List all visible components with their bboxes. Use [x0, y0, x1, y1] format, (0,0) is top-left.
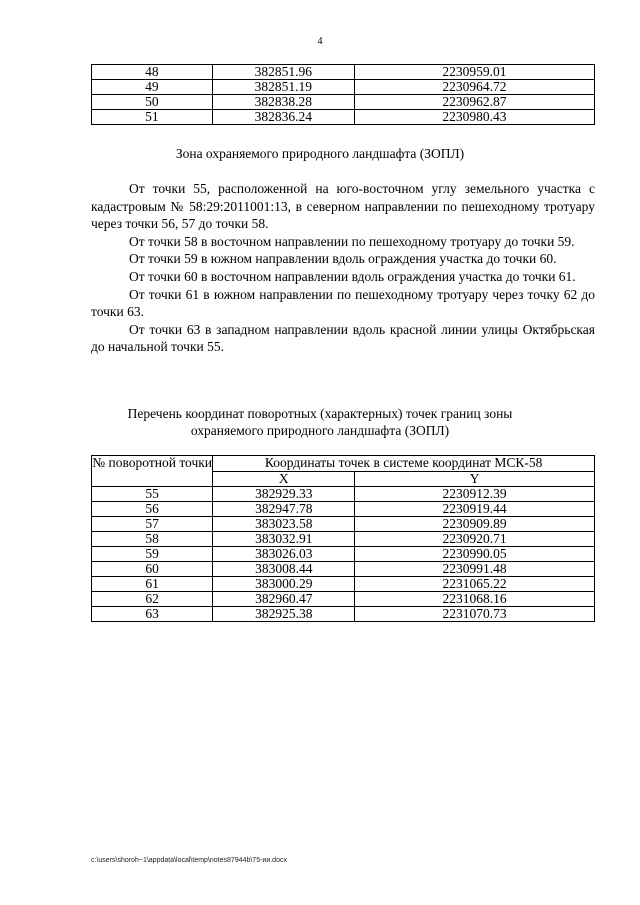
table-row — [92, 562, 595, 577]
point-number-cell: 62 — [92, 592, 213, 607]
paragraph: От точки 63 в западном направлении вдоль красной линии улицы Октябрьская до начальной точки 55. — [91, 321, 595, 355]
y-coordinate-cell: 2230991.48 — [355, 562, 595, 577]
table-header-row — [92, 456, 595, 472]
top-coordinates-table — [91, 64, 595, 125]
table-row — [92, 607, 595, 622]
table-row — [92, 577, 595, 592]
point-number-cell: 59 — [92, 547, 213, 562]
paragraph: От точки 55, расположенной на юго-восточном углу земельного участка с кадастровым № 58:29:2011001:13, в северном направлении по пешеходному тротуару через точки 56, 57 до точки 58. — [91, 181, 595, 232]
x-coordinate-cell: 382960.47 — [213, 592, 355, 607]
paragraph: От точки 59 в южном направлении вдоль ограждения участка до точки 60. — [129, 251, 557, 267]
table-row — [92, 592, 595, 607]
table-row — [92, 110, 595, 125]
footer-file-path: c:\users\shoroh~1\appdata\local\temp\notes87944b\75-ии.docx — [91, 857, 287, 864]
y-coordinate-cell: 2230909.89 — [355, 517, 595, 532]
coordinates-list-title — [0, 405, 640, 439]
y-coordinate-cell: 2230919.44 — [355, 502, 595, 517]
paragraph: От точки 61 в южном направлении по пешеходному тротуару через точку 62 до точки 63. — [91, 286, 595, 320]
coordinates-system-header: Координаты точек в системе координат МСК-58 — [213, 456, 595, 472]
point-number-cell: 58 — [92, 532, 213, 547]
table-row — [92, 65, 595, 80]
paragraph: От точки 60 в восточном направлении вдоль ограждения участка до точки 61. — [129, 268, 576, 284]
x-coordinate-cell: 382929.33 — [213, 487, 355, 502]
point-number-cell: 55 — [92, 487, 213, 502]
y-coordinate-cell: 2230920.71 — [355, 532, 595, 547]
page-number: 4 — [317, 36, 323, 47]
point-number-header: № поворотной точки — [92, 456, 213, 487]
x-coordinate-cell: 382838.28 — [212, 95, 354, 110]
table-row — [92, 547, 595, 562]
list-title-line: Перечень координат поворотных (характерных) точек границ зоны — [127, 406, 513, 421]
y-coordinate-cell: 2230980.43 — [354, 110, 594, 125]
x-coordinate-cell: 382925.38 — [213, 607, 355, 622]
table-row — [92, 502, 595, 517]
table-row — [92, 95, 595, 110]
x-coordinate-cell: 383032.91 — [213, 532, 355, 547]
x-coordinate-cell: 383026.03 — [213, 547, 355, 562]
y-header: Y — [355, 471, 595, 487]
point-number-cell: 60 — [92, 562, 213, 577]
point-number-cell: 63 — [92, 607, 213, 622]
point-number-cell: 61 — [92, 577, 213, 592]
y-coordinate-cell: 2231068.16 — [355, 592, 595, 607]
x-coordinate-cell: 382836.24 — [212, 110, 354, 125]
point-number-cell: 50 — [92, 95, 213, 110]
table-row — [92, 517, 595, 532]
y-coordinate-cell: 2231070.73 — [355, 607, 595, 622]
y-coordinate-cell: 2230990.05 — [355, 547, 595, 562]
list-title-line: охраняемого природного ландшафта (ЗОПЛ) — [190, 423, 450, 438]
table-row — [92, 532, 595, 547]
zone-title: Зона охраняемого природного ландшафта (ЗОПЛ) — [175, 146, 465, 161]
point-number-cell: 56 — [92, 502, 213, 517]
x-coordinate-cell: 382947.78 — [213, 502, 355, 517]
y-coordinate-cell: 2230912.39 — [355, 487, 595, 502]
boundary-description — [91, 180, 595, 356]
y-coordinate-cell: 2231065.22 — [355, 577, 595, 592]
zone-coordinates-table — [91, 455, 595, 622]
x-coordinate-cell: 383023.58 — [213, 517, 355, 532]
point-number-cell: 48 — [92, 65, 213, 80]
y-coordinate-cell: 2230962.87 — [354, 95, 594, 110]
table-row — [92, 487, 595, 502]
x-coordinate-cell: 383008.44 — [213, 562, 355, 577]
point-number-cell: 51 — [92, 110, 213, 125]
x-coordinate-cell: 382851.96 — [212, 65, 354, 80]
point-number-cell: 49 — [92, 80, 213, 95]
y-coordinate-cell: 2230959.01 — [354, 65, 594, 80]
x-coordinate-cell: 383000.29 — [213, 577, 355, 592]
y-coordinate-cell: 2230964.72 — [354, 80, 594, 95]
table-row — [92, 80, 595, 95]
point-number-cell: 57 — [92, 517, 213, 532]
x-coordinate-cell: 382851.19 — [212, 80, 354, 95]
paragraph: От точки 58 в восточном направлении по пешеходному тротуару до точки 59. — [129, 233, 575, 249]
x-header: X — [213, 471, 355, 487]
